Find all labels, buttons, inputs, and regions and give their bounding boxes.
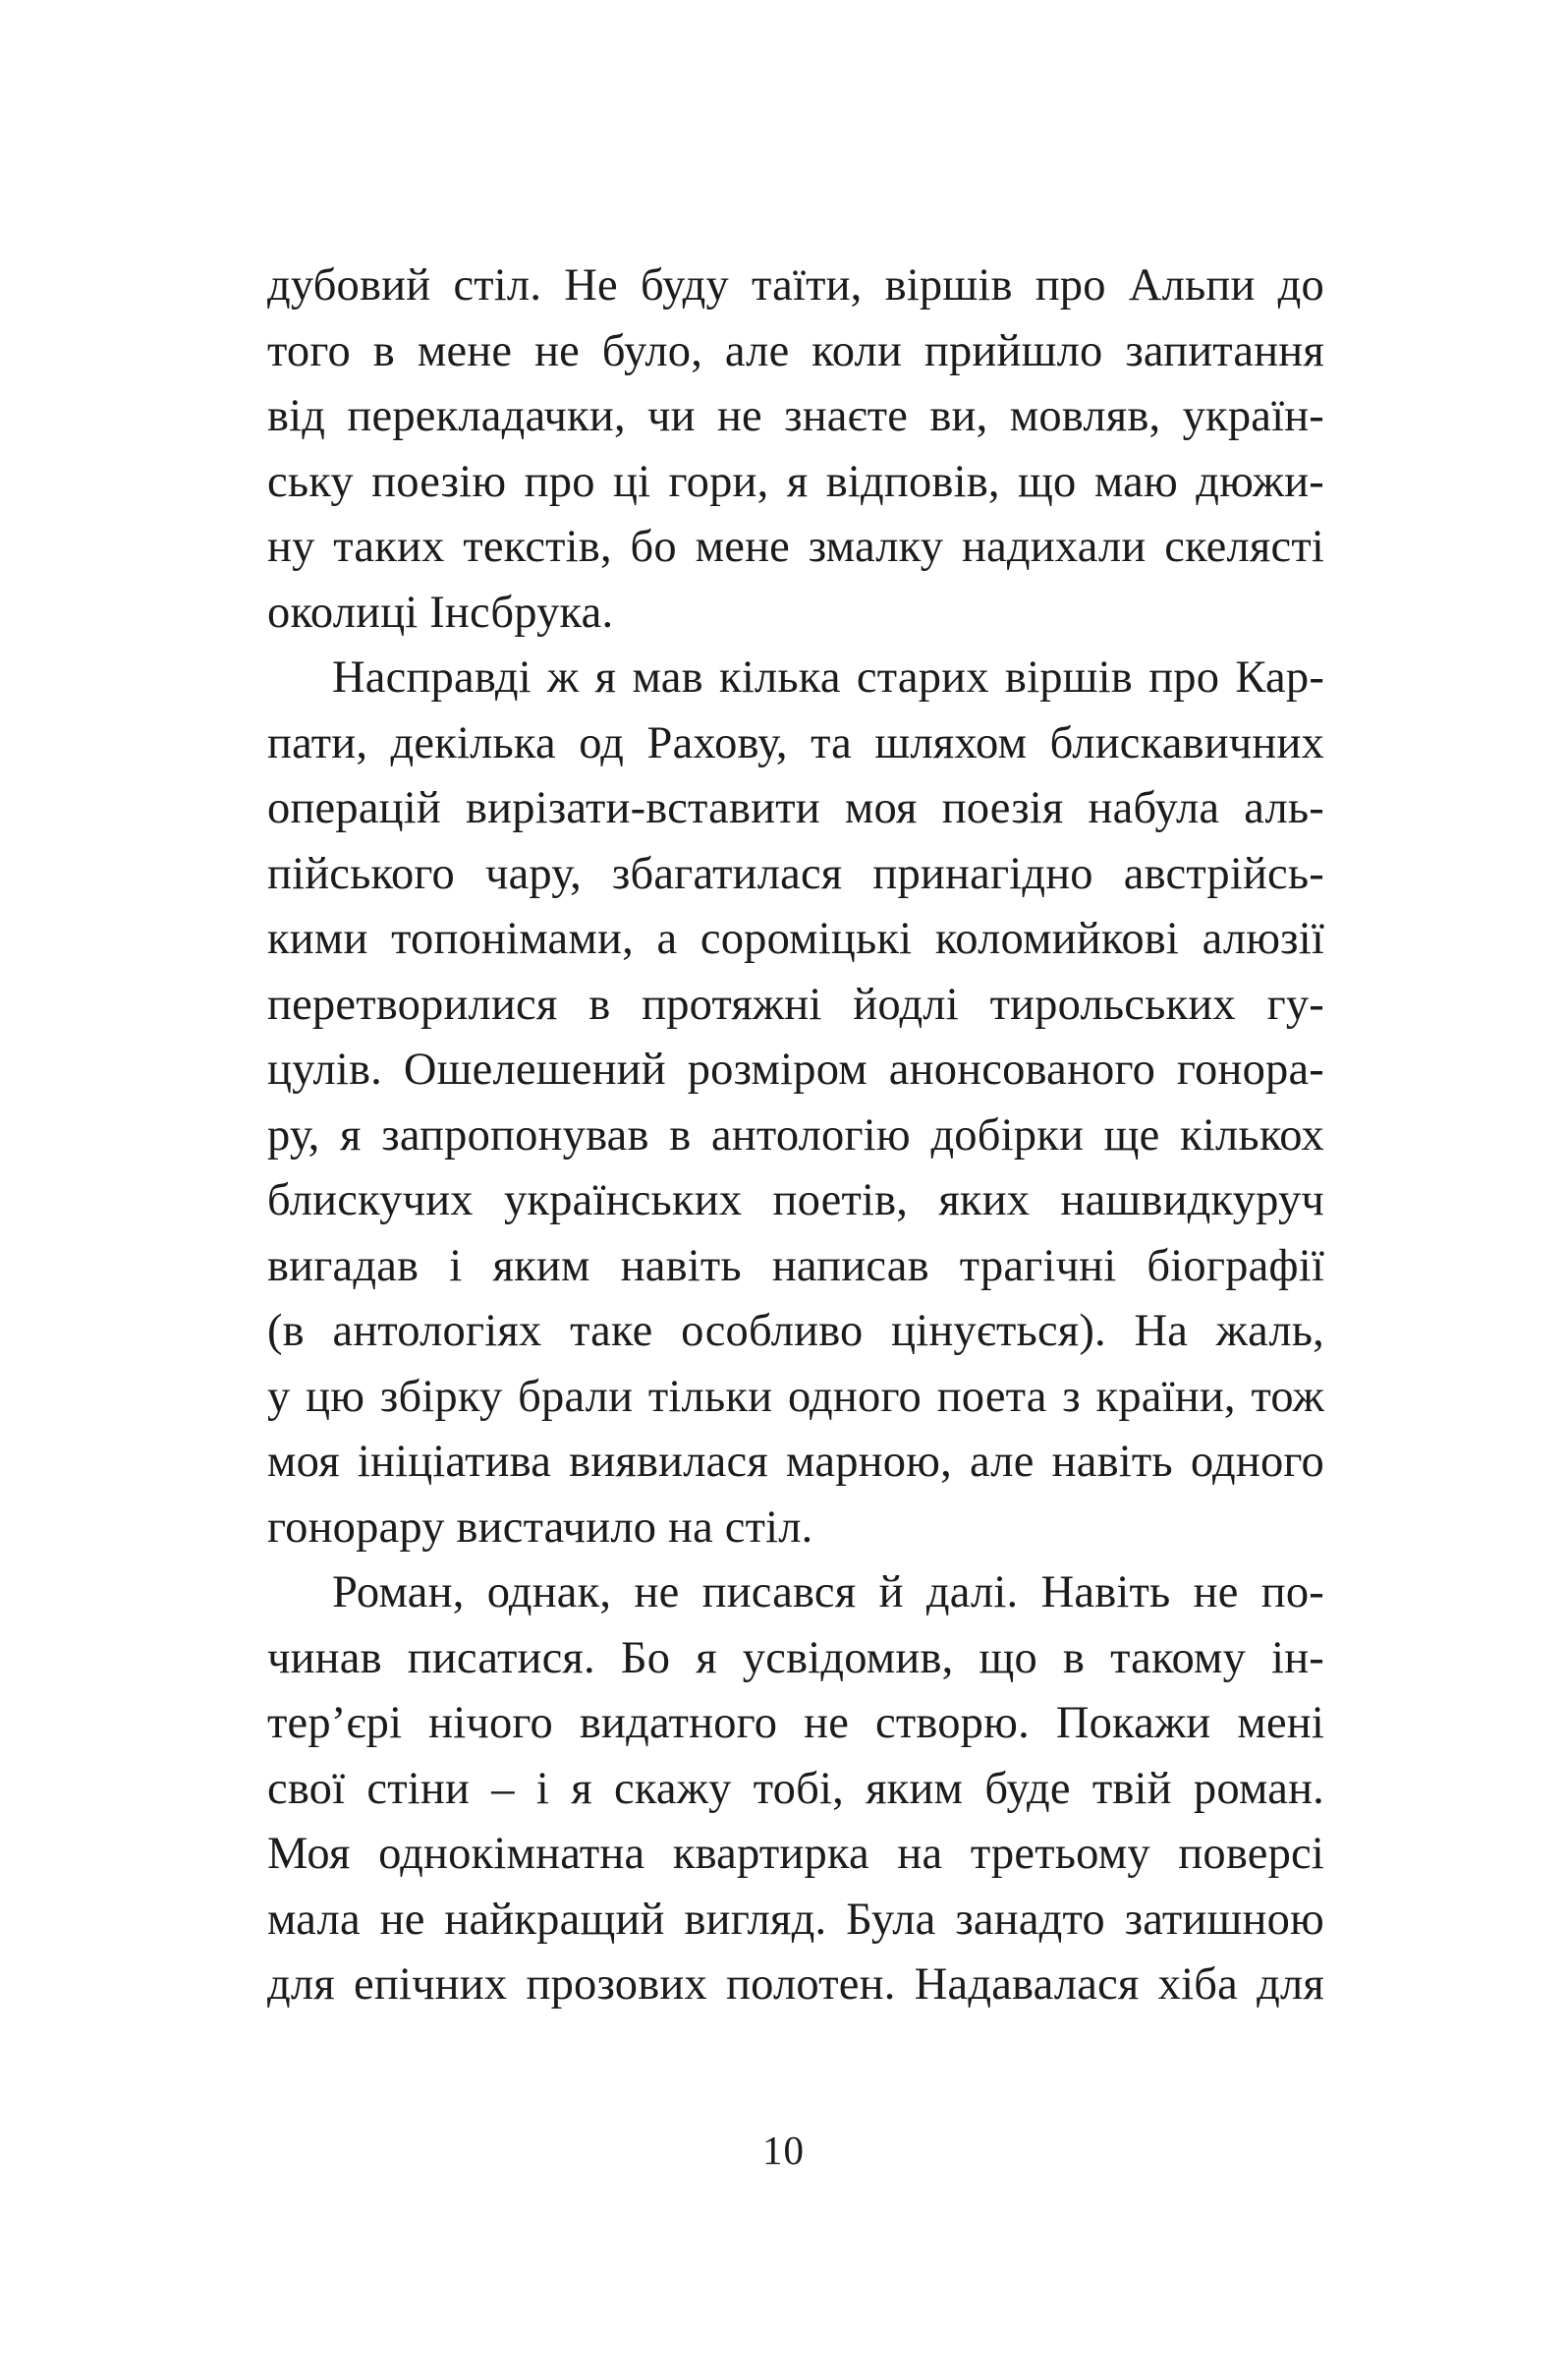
page-number: 10 <box>762 2127 805 2173</box>
text-line: пійського чару, збагатилася принагідно австрійсь- <box>267 848 1324 899</box>
text-line: пати, декілька од Рахову, та шляхом блискавичних <box>267 717 1324 768</box>
text-line: кими топонімами, а сороміцькі коломийкові алюзії <box>267 914 1324 964</box>
text-line: околиці Інсбрука. <box>267 587 614 638</box>
text-line: перетворилися в протяжні йодлі тирольських гу- <box>267 979 1324 1030</box>
text-line: блискучих українських поетів, яких нашвидкуруч <box>267 1175 1324 1225</box>
text-line: моя ініціатива виявилася марною, але навіть одного <box>267 1437 1324 1487</box>
text-line: дубовий стіл. Не буду таїти, віршів про Альпи до <box>267 260 1324 311</box>
text-line: гонорару вистачило на стіл. <box>267 1502 813 1553</box>
text-line: Насправді ж я мав кілька старих віршів про Кар- <box>332 652 1324 703</box>
text-line: цулів. Ошелешений розміром анонсованого гонора- <box>267 1045 1324 1095</box>
text-line: ську поезію про ці гори, я відповів, що маю дюжи- <box>267 456 1324 507</box>
text-line: у цю збірку брали тільки одного поета з країни, тож <box>267 1371 1324 1422</box>
text-line: того в мене не було, але коли прийшло запитання <box>267 325 1324 376</box>
text-line: мала не найкращий вигляд. Була занадто затишною <box>267 1894 1324 1945</box>
text-line: від перекладачки, чи не знаєте ви, мовляв, україн- <box>267 391 1324 441</box>
text-line: Моя однокімнатна квартирка на третьому поверсі <box>267 1829 1324 1879</box>
text-line: чинав писатися. Бо я усвідомив, що в такому ін- <box>267 1632 1324 1683</box>
text-line: для епічних прозових полотен. Надавалася хіба для <box>267 1959 1324 2010</box>
text-line: ру, я запропонував в антологію добірки ще кількох <box>267 1109 1324 1161</box>
page-text <box>267 254 1324 2018</box>
text-line: тер’єрі нічого видатного не створю. Покажи мені <box>267 1698 1324 1748</box>
text-line: ну таких текстів, бо мене змалку надихали скелясті <box>267 522 1324 572</box>
text-line: Роман, однак, не писався й далі. Навіть не по- <box>332 1567 1324 1617</box>
text-line: (в антологіях таке особливо цінується). На жаль, <box>267 1306 1324 1356</box>
text-line: вигадав і яким навіть написав трагічні біографії <box>267 1240 1324 1291</box>
text-line: свої стіни – і я скажу тобі, яким буде твій роман. <box>267 1763 1324 1814</box>
text-line: операцій вирізати-вставити моя поезія набула аль- <box>267 783 1324 833</box>
